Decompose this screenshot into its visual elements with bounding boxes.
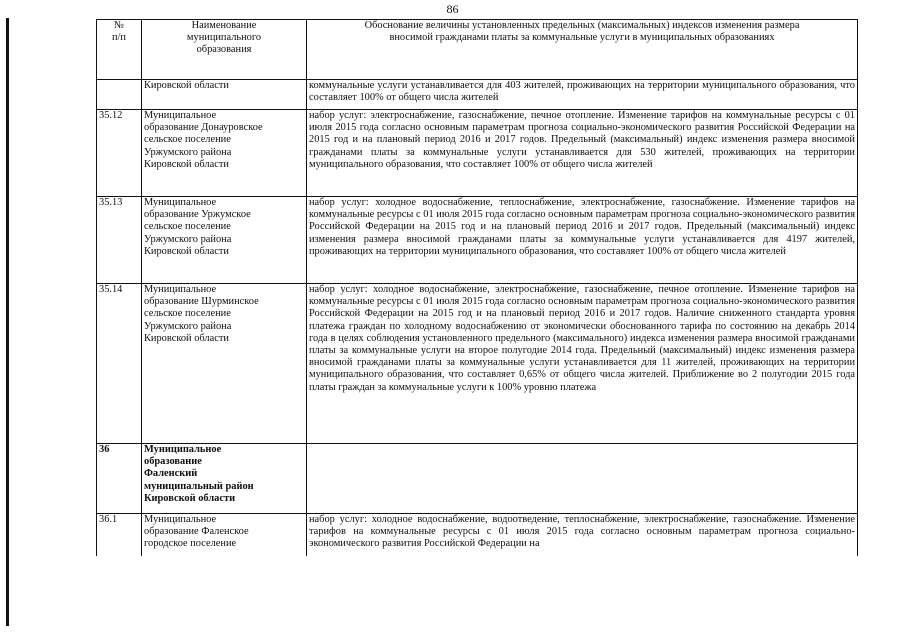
tariff-index-table <box>96 19 858 556</box>
row-number: 35.12 <box>97 110 142 197</box>
row-basis-text <box>307 444 858 514</box>
table-row <box>97 444 858 514</box>
row-number <box>97 80 142 110</box>
row-basis-text: набор услуг: холодное водоснабжение, водоотведение, теплоснабжение, электроснабжение, газоснабжение. Изменение тарифов на коммунальные ресурсы с 01 июля 2015 года согласно основным параметрам прогноза социально-экономического развития Российской Федерации на <box>307 514 858 556</box>
table-header-row <box>97 20 858 80</box>
row-municipality: Кировской области <box>142 80 307 110</box>
row-basis-text: коммунальные услуги устанавливается для 403 жителей, проживающих на территории муниципального образования, что составляет 100% от общего числа жителей <box>307 80 858 110</box>
row-number: 35.13 <box>97 197 142 284</box>
header-number: № п/п <box>97 20 142 80</box>
row-basis-text: набор услуг: холодное водоснабжение, теплоснабжение, электроснабжение, газоснабжение. Изменение тарифов на коммунальные ресурсы с 01 июля 2015 года согласно основным параметрам прогноза социально-экономического развития Российской Федерации на 2015 год и на плановый период 2016 и 2017 годов. Предельный (максимальный) индекс изменения размера вносимой гражданами платы за коммунальные услуги устанавливается для 4197 жителей, проживающих на территории муниципального образования, что составляет 100% от общего числа жителей <box>307 197 858 284</box>
header-basis: Обоснование величины установленных предельных (максимальных) индексов изменения размера вносимой гражданами платы за коммунальные услуги в муниципальных образованиях <box>307 20 858 80</box>
row-municipality: Муниципальное образование Фаленский муниципальный район Кировской области <box>142 444 307 514</box>
table-row <box>97 80 858 110</box>
table-row <box>97 110 858 197</box>
binding-margin-line <box>6 18 9 626</box>
row-number: 35.14 <box>97 284 142 444</box>
table-row <box>97 284 858 444</box>
row-number: 36 <box>97 444 142 514</box>
row-basis-text: набор услуг: холодное водоснабжение, электроснабжение, газоснабжение, печное отопление. Изменение тарифов на коммунальные ресурсы с 01 июля 2015 года согласно основным параметрам прогноза социально-экономического развития Российской Федерации на 2015 год и на плановый период 2016 и 2017 годов. Наличие сниженного стандарта уровня платежа граждан по холодному водоснабжению от экономически обоснованного тарифа по состоянию на декабрь 2014 года в целях соблюдения установленного предельного (максимального) индекса изменения размера вносимой гражданами платы за коммунальные услуги на второе полугодие 2014 года. Предельный (максимальный) индекс изменения размера вносимой гражданами платы за коммунальные услуги устанавливается для 11 жителей, проживающих на территории муниципального образования, что составляет 0,65% от общего числа жителей. Приближение во 2 полугодии 2015 года платы граждан за коммунальные услуги к 100% уровню платежа <box>307 284 858 444</box>
table-row <box>97 514 858 556</box>
table-row <box>97 197 858 284</box>
row-municipality: Муниципальное образование Фаленское городское поселение <box>142 514 307 556</box>
row-number: 36.1 <box>97 514 142 556</box>
row-municipality: Муниципальное образование Шурминское сельское поселение Уржумского района Кировской области <box>142 284 307 444</box>
row-municipality: Муниципальное образование Уржумское сельское поселение Уржумского района Кировской области <box>142 197 307 284</box>
page-number: 86 <box>446 2 459 16</box>
row-municipality: Муниципальное образование Донауровское сельское поселение Уржумского района Кировской области <box>142 110 307 197</box>
row-basis-text: набор услуг: электроснабжение, газоснабжение, печное отопление. Изменение тарифов на коммунальные ресурсы с 01 июля 2015 года согласно основным параметрам прогноза социально-экономического развития Российской Федерации на 2015 год и на плановый период 2016 и 2017 годов. Предельный (максимальный) индекс изменения размера вносимой гражданами платы за коммунальные услуги устанавливается для 530 жителей, проживающих на территории муниципального образования, что составляет 100% от общего числа жителей <box>307 110 858 197</box>
header-name: Наименование муниципального образования <box>142 20 307 80</box>
